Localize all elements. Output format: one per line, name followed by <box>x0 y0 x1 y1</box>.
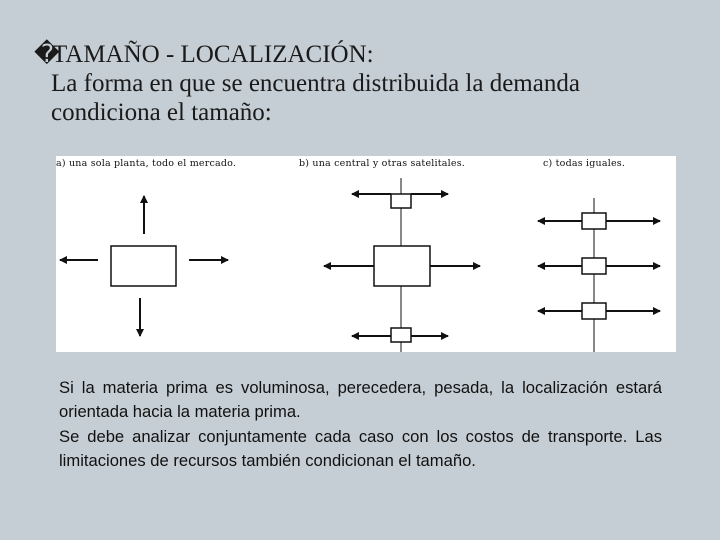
plant-b-satellite-top <box>391 194 411 208</box>
diagram-drawing <box>56 156 676 352</box>
bullet-glyph: � <box>34 41 60 68</box>
paragraph-1: Si la materia prima es voluminosa, perecedera, pesada, la localización estará orientada hacia la materia prima. <box>59 378 662 422</box>
heading-line-2: La forma en que se encuentra distribuida la demanda <box>51 70 580 97</box>
plant-c-1 <box>582 213 606 229</box>
caption-a: a) una sola planta, todo el mercado. <box>56 158 237 169</box>
caption-c: c) todas iguales. <box>543 158 626 169</box>
caption-b: b) una central y otras satelitales. <box>299 158 465 169</box>
plant-b-central <box>374 246 430 286</box>
body-text <box>59 376 662 473</box>
slide-heading <box>34 40 704 127</box>
plant-a <box>111 246 176 286</box>
plant-c-3 <box>582 303 606 319</box>
heading-line-3: condiciona el tamaño: <box>51 99 272 126</box>
plant-b-satellite-bottom <box>391 328 411 342</box>
plant-c-2 <box>582 258 606 274</box>
paragraph-2: Se debe analizar conjuntamente cada caso con los costos de transporte. Las limitaciones de recursos también condicionan el tamaño. <box>59 426 662 470</box>
distribution-diagram <box>56 156 676 352</box>
heading-title: TAMAÑO - LOCALIZACIÓN: <box>52 41 374 68</box>
